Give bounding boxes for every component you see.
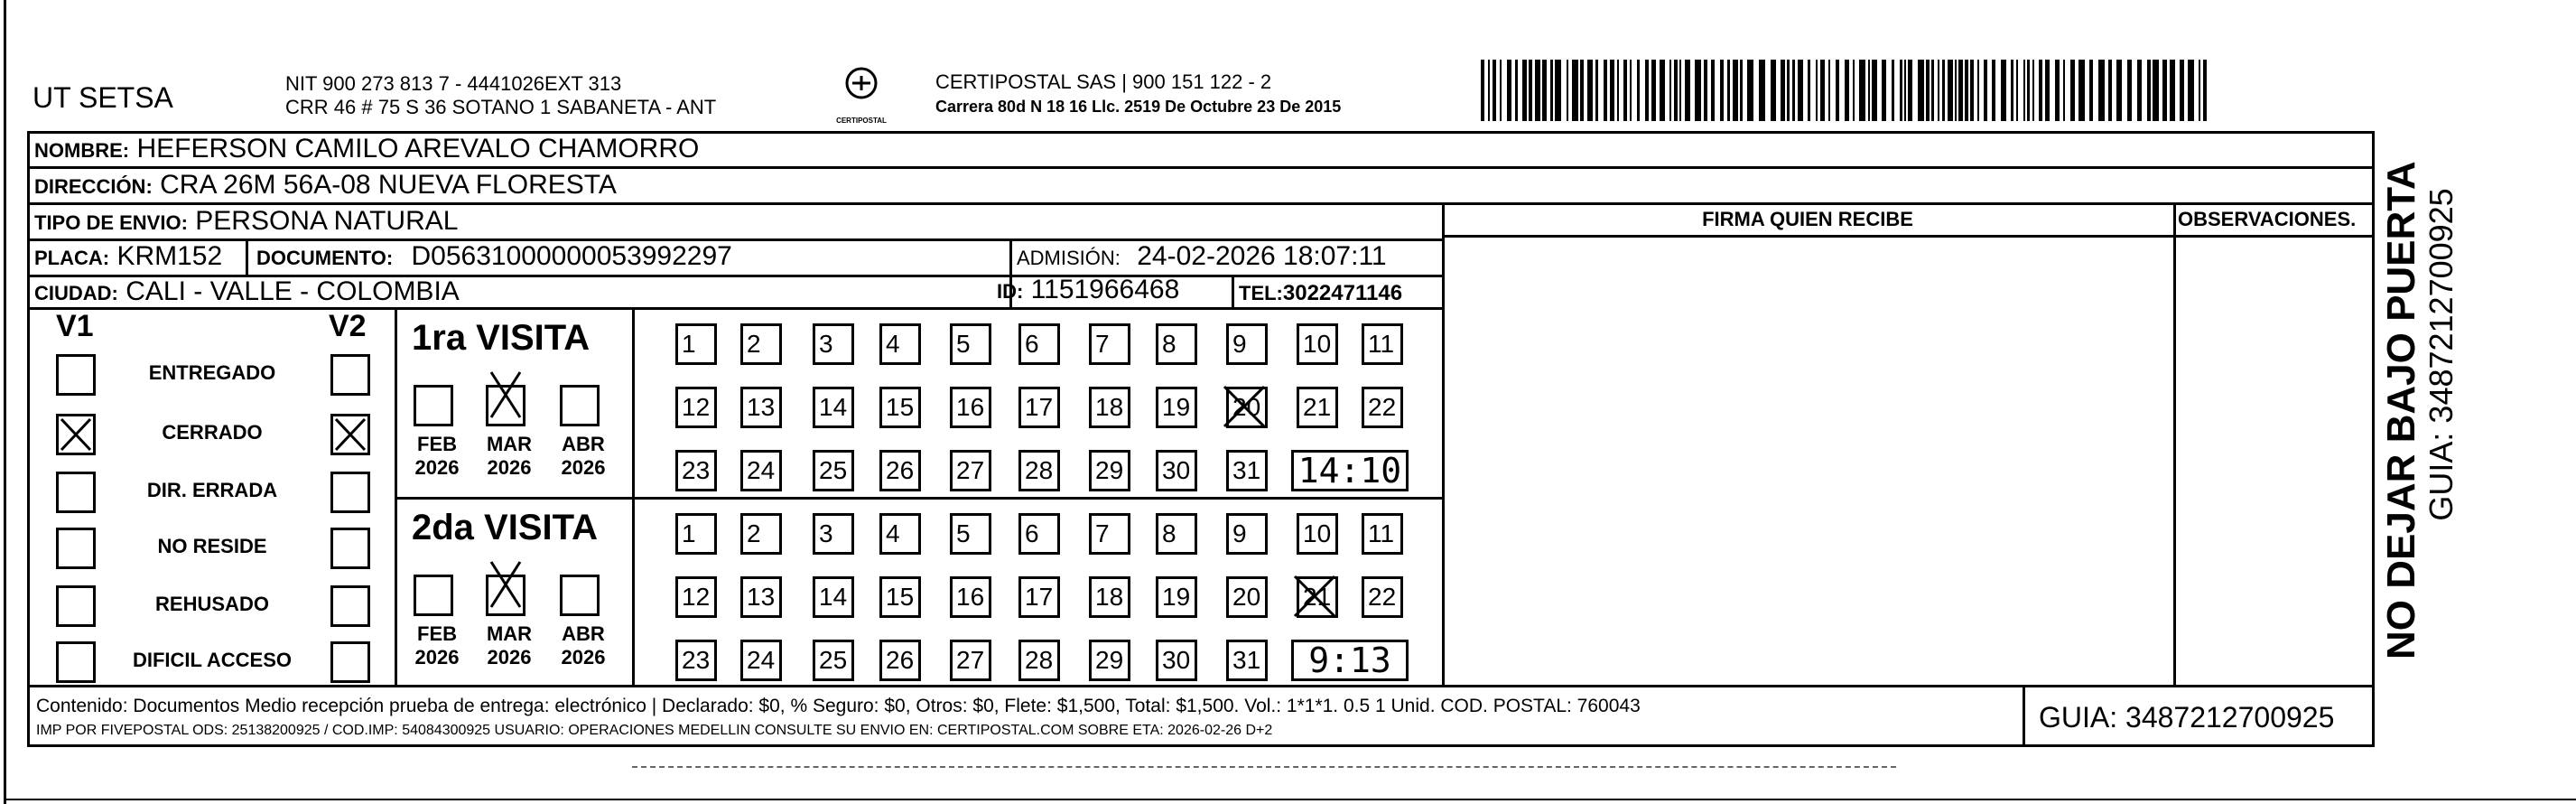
ciudad-row: CIUDAD: CALI - VALLE - COLOMBIA xyxy=(34,276,460,306)
visit-1-day-28[interactable]: 28 xyxy=(1018,640,1060,681)
nombre-value: HEFERSON CAMILO AREVALO CHAMORRO xyxy=(136,134,700,164)
visit-0-month-box-0[interactable] xyxy=(414,385,453,426)
visit-1-day-30[interactable]: 30 xyxy=(1156,640,1197,681)
visit-0-day-22[interactable]: 22 xyxy=(1362,387,1403,428)
v1-checkbox-5[interactable] xyxy=(56,641,96,683)
visit-0-day-23[interactable]: 23 xyxy=(675,450,717,491)
visit-1-day-18[interactable]: 18 xyxy=(1089,576,1130,618)
v2-checkbox-2[interactable] xyxy=(330,472,370,513)
visit-1-day-3[interactable]: 3 xyxy=(813,513,854,555)
status-label-0: ENTREGADO xyxy=(148,361,276,384)
visit-0-day-1[interactable]: 1 xyxy=(675,323,717,365)
v1-checkbox-2[interactable] xyxy=(56,472,96,513)
v2-checkbox-5[interactable] xyxy=(330,641,370,683)
visit-0-day-29[interactable]: 29 xyxy=(1089,450,1130,491)
visit-0-day-30[interactable]: 30 xyxy=(1156,450,1197,491)
v2-x-mark xyxy=(332,416,368,458)
company-nit: NIT 900 273 813 7 - 4441026EXT 313 xyxy=(285,72,622,95)
visit-1-day-7[interactable]: 7 xyxy=(1089,513,1130,555)
side-no-dejar: NO DEJAR BAJO PUERTA GUIA: 3487212700925 xyxy=(2379,161,2460,659)
visit-0-month-x xyxy=(488,369,524,425)
certipostal-logo: CERTIPOSTAL xyxy=(829,67,894,117)
visit-1-day-31[interactable]: 31 xyxy=(1226,640,1268,681)
visit-0-month-1: MAR xyxy=(486,433,533,455)
visit-0-day-3[interactable]: 3 xyxy=(813,323,854,365)
visit-0-day-19[interactable]: 19 xyxy=(1156,387,1197,428)
admision-value: 24-02-2026 18:07:11 xyxy=(1137,241,1387,271)
visit-1-day-21[interactable]: 21 xyxy=(1297,576,1338,618)
visit-0-day-27[interactable]: 27 xyxy=(950,450,991,491)
visit-0-day-10[interactable]: 10 xyxy=(1297,323,1338,365)
visit-0-month-box-2[interactable] xyxy=(560,385,600,426)
visit-0-day-24[interactable]: 24 xyxy=(740,450,782,491)
visit-0-day-15[interactable]: 15 xyxy=(879,387,921,428)
visit-1-day-25[interactable]: 25 xyxy=(813,640,854,681)
visit-0-day-13[interactable]: 13 xyxy=(740,387,782,428)
visit-1-day-26[interactable]: 26 xyxy=(879,640,921,681)
footer-guia: GUIA: 3487212700925 xyxy=(2039,701,2335,734)
visit-0-day-x xyxy=(1221,383,1268,435)
status-label-1: CERRADO xyxy=(162,421,263,444)
visit-0-day-9[interactable]: 9 xyxy=(1226,323,1268,365)
footer-imp: IMP POR FIVEPOSTAL ODS: 25138200925 / COD.IMP: 54084300925 USUARIO: OPERACIONES MEDELLIN CONSULTE SU ENVIO EN: CERTIPOSTAL.COM SOBRE ETA: 2026-02-26 D+2 xyxy=(36,723,1273,738)
status-label-2: DIR. ERRADA xyxy=(146,479,278,501)
side-guia: GUIA: 3487212700925 xyxy=(2423,188,2460,521)
visit-0-day-6[interactable]: 6 xyxy=(1018,323,1060,365)
visit-1-year-1: 2026 xyxy=(487,646,532,668)
visit-1-month-0: FEB xyxy=(417,622,457,645)
visit-1-month-2: ABR xyxy=(562,622,605,645)
company-address: CRR 46 # 75 S 36 SOTANO 1 SABANETA - ANT xyxy=(285,96,717,118)
id-value: 1151966468 xyxy=(1030,275,1180,304)
footer-dashes xyxy=(632,766,1896,768)
visit-0-day-12[interactable]: 12 xyxy=(675,387,717,428)
visit-0-day-31[interactable]: 31 xyxy=(1226,450,1268,491)
v2-checkbox-3[interactable] xyxy=(330,528,370,569)
visit-1-month-1: MAR xyxy=(486,622,533,645)
company-name: UT SETSA xyxy=(33,81,173,114)
visit-title-0: 1ra VISITA xyxy=(412,318,591,358)
visit-1-day-4[interactable]: 4 xyxy=(879,513,921,555)
direccion-row: DIRECCIÓN: CRA 26M 56A-08 NUEVA FLORESTA xyxy=(34,170,617,200)
visit-1-day-12[interactable]: 12 xyxy=(675,576,717,618)
visit-title-1: 2da VISITA xyxy=(412,508,598,547)
visit-0-time[interactable]: 14:10 xyxy=(1291,450,1409,491)
v1-checkbox-4[interactable] xyxy=(56,585,96,627)
visit-0-day-4[interactable]: 4 xyxy=(879,323,921,365)
visit-1-day-6[interactable]: 6 xyxy=(1018,513,1060,555)
id-row: ID: 1151966468 xyxy=(997,275,1180,304)
visit-1-day-14[interactable]: 14 xyxy=(813,576,854,618)
documento-value: D05631000000053992297 xyxy=(411,241,732,271)
v2-label: V2 xyxy=(329,309,367,343)
visit-1-day-16[interactable]: 16 xyxy=(950,576,991,618)
firma-label: FIRMA QUIEN RECIBE xyxy=(1702,208,1913,230)
direccion-value: CRA 26M 56A-08 NUEVA FLORESTA xyxy=(160,170,617,200)
visit-1-day-15[interactable]: 15 xyxy=(879,576,921,618)
visit-0-day-14[interactable]: 14 xyxy=(813,387,854,428)
tel-value: 3022471146 xyxy=(1282,281,1403,305)
visit-0-day-11[interactable]: 11 xyxy=(1362,323,1403,365)
visit-0-day-26[interactable]: 26 xyxy=(879,450,921,491)
visit-1-year-2: 2026 xyxy=(561,646,606,668)
visit-0-day-18[interactable]: 18 xyxy=(1089,387,1130,428)
visit-0-day-17[interactable]: 17 xyxy=(1018,387,1060,428)
v1-checkbox-3[interactable] xyxy=(56,528,96,569)
visit-1-month-box-2[interactable] xyxy=(560,575,600,616)
visit-1-day-19[interactable]: 19 xyxy=(1156,576,1197,618)
placa-value: KRM152 xyxy=(116,241,223,271)
status-label-3: NO RESIDE xyxy=(157,535,267,557)
observaciones-label: OBSERVACIONES. xyxy=(2178,208,2357,230)
v1-label: V1 xyxy=(56,309,94,343)
visit-1-day-9[interactable]: 9 xyxy=(1226,513,1268,555)
admision-row: ADMISIÓN: 24-02-2026 18:07:11 xyxy=(1017,241,1387,271)
documento-row: DOCUMENTO: D05631000000053992297 xyxy=(256,241,732,271)
visit-1-day-13[interactable]: 13 xyxy=(740,576,782,618)
visit-0-day-7[interactable]: 7 xyxy=(1089,323,1130,365)
footer-contenido: Contenido: Documentos Medio recepción prueba de entrega: electrónico | Declarado: $0, % Seguro: $0, Otros: $0, Flete: $1,500, Total: $1,500. Vol.: 1*1*1. 0.5 1 Unid. COD. POSTAL: 760043 xyxy=(36,696,1641,716)
visit-1-day-29[interactable]: 29 xyxy=(1089,640,1130,681)
visit-1-time[interactable]: 9:13 xyxy=(1291,640,1409,681)
visit-0-month-0: FEB xyxy=(417,433,457,455)
visit-1-month-box-0[interactable] xyxy=(414,575,453,616)
certipostal-name: CERTIPOSTAL SAS | 900 151 122 - 2 xyxy=(935,70,1272,93)
tipo-row: TIPO DE ENVIO: PERSONA NATURAL xyxy=(34,206,459,236)
visit-1-day-20[interactable]: 20 xyxy=(1226,576,1268,618)
form-left-line xyxy=(27,131,30,745)
visit-1-month-x xyxy=(488,558,524,615)
visit-1-day-24[interactable]: 24 xyxy=(740,640,782,681)
barcode xyxy=(1481,60,2221,123)
visit-1-day-2[interactable]: 2 xyxy=(740,513,782,555)
visit-0-day-16[interactable]: 16 xyxy=(950,387,991,428)
visit-1-day-17[interactable]: 17 xyxy=(1018,576,1060,618)
left-edge xyxy=(4,0,6,804)
v2-checkbox-4[interactable] xyxy=(330,585,370,627)
nombre-row: NOMBRE: HEFERSON CAMILO AREVALO CHAMORRO xyxy=(34,134,700,164)
status-label-5: DIFICIL ACCESO xyxy=(132,649,292,671)
tipo-value: PERSONA NATURAL xyxy=(195,206,459,236)
visit-0-day-25[interactable]: 25 xyxy=(813,450,854,491)
visit-1-day-1[interactable]: 1 xyxy=(675,513,717,555)
visit-1-day-10[interactable]: 10 xyxy=(1297,513,1338,555)
v1-checkbox-0[interactable] xyxy=(56,354,96,396)
visit-0-year-0: 2026 xyxy=(414,456,460,479)
visit-1-day-x xyxy=(1291,573,1338,624)
visit-0-day-5[interactable]: 5 xyxy=(950,323,991,365)
visit-1-day-5[interactable]: 5 xyxy=(950,513,991,555)
ciudad-value: CALI - VALLE - COLOMBIA xyxy=(126,276,460,306)
visit-1-day-23[interactable]: 23 xyxy=(675,640,717,681)
v1-x-mark xyxy=(58,416,94,458)
visit-0-day-2[interactable]: 2 xyxy=(740,323,782,365)
form-right-line xyxy=(2372,131,2375,745)
visit-0-year-2: 2026 xyxy=(561,456,606,479)
certipostal-address: Carrera 80d N 18 16 Llc. 2519 De Octubre 23 De 2015 xyxy=(935,98,1342,116)
visit-1-day-27[interactable]: 27 xyxy=(950,640,991,681)
visit-0-year-1: 2026 xyxy=(487,456,532,479)
visit-0-day-20[interactable]: 20 xyxy=(1226,387,1268,428)
visit-0-day-28[interactable]: 28 xyxy=(1018,450,1060,491)
visit-1-day-8[interactable]: 8 xyxy=(1156,513,1197,555)
visit-1-year-0: 2026 xyxy=(414,646,460,668)
placa-row: PLACA: KRM152 xyxy=(34,241,223,271)
visit-1-day-11[interactable]: 11 xyxy=(1362,513,1403,555)
v2-checkbox-0[interactable] xyxy=(330,354,370,396)
tel-row: TEL:3022471146 xyxy=(1239,281,1403,305)
visit-0-day-21[interactable]: 21 xyxy=(1297,387,1338,428)
status-label-4: REHUSADO xyxy=(155,593,269,615)
visit-0-month-2: ABR xyxy=(562,433,605,455)
visit-1-day-22[interactable]: 22 xyxy=(1362,576,1403,618)
visit-0-day-8[interactable]: 8 xyxy=(1156,323,1197,365)
